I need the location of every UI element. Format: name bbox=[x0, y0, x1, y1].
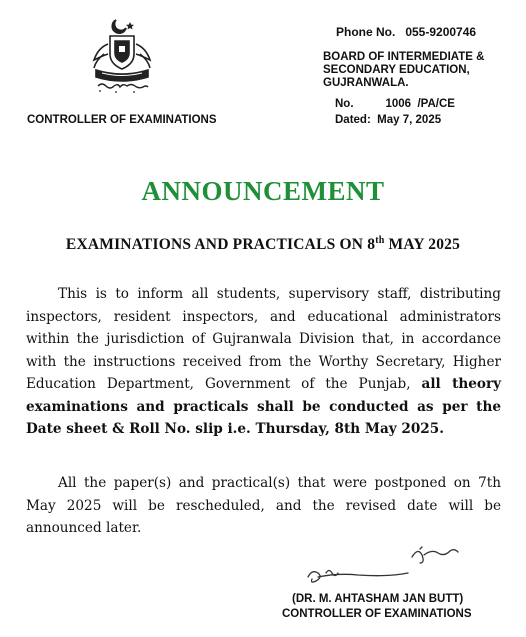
signatory-block bbox=[282, 592, 472, 622]
page-title: ANNOUNCEMENT bbox=[141, 176, 385, 206]
office-title: CONTROLLER OF EXAMINATIONS bbox=[27, 114, 217, 126]
paragraph-1-bold-text: all theory examinations and practicals shall be conducted as per the Date sheet & Roll No. slip i.e. Thursday, 8th May 2025. bbox=[26, 376, 502, 437]
board-line-1: BOARD OF INTERMEDIATE & bbox=[323, 51, 485, 63]
subtitle-suffix: MAY 2025 bbox=[384, 236, 461, 253]
board-line-3: GUJRANWALA. bbox=[323, 77, 409, 89]
issue-date: Dated: May 7, 2025 bbox=[335, 114, 442, 126]
subtitle-prefix: EXAMINATIONS AND PRACTICALS ON 8 bbox=[65, 236, 376, 253]
reference-number: No. 1006 /PA/CE bbox=[335, 98, 455, 110]
board-line-2: SECONDARY EDUCATION, bbox=[323, 64, 470, 76]
paragraph-1-text: This is to inform all students, supervisory staff, distributing inspectors, resident inspectors, and educational administrators within the jurisdiction of Gujranwala Division that, in accordance with the instructions received from the Worthy Secretary, Higher Education Department, Government of the Punjab, bbox=[26, 286, 501, 392]
board-address bbox=[323, 51, 484, 90]
announcement-paragraph-2: All the paper(s) and practical(s) that were postponed on 7th May 2025 will be rescheduled, and the revised date will be announced later. bbox=[26, 475, 501, 536]
phone-number: Phone No. 055-9200746 bbox=[336, 25, 477, 39]
subtitle bbox=[0, 235, 526, 254]
board-logo-icon bbox=[86, 14, 158, 96]
signatory-designation: CONTROLLER OF EXAMINATIONS bbox=[282, 608, 472, 620]
announcement-paragraph-1 bbox=[26, 283, 501, 441]
signature-icon bbox=[300, 543, 470, 589]
subtitle-sup: th bbox=[375, 235, 385, 246]
signatory-name: (DR. M. AHTASHAM JAN BUTT) bbox=[292, 593, 464, 605]
